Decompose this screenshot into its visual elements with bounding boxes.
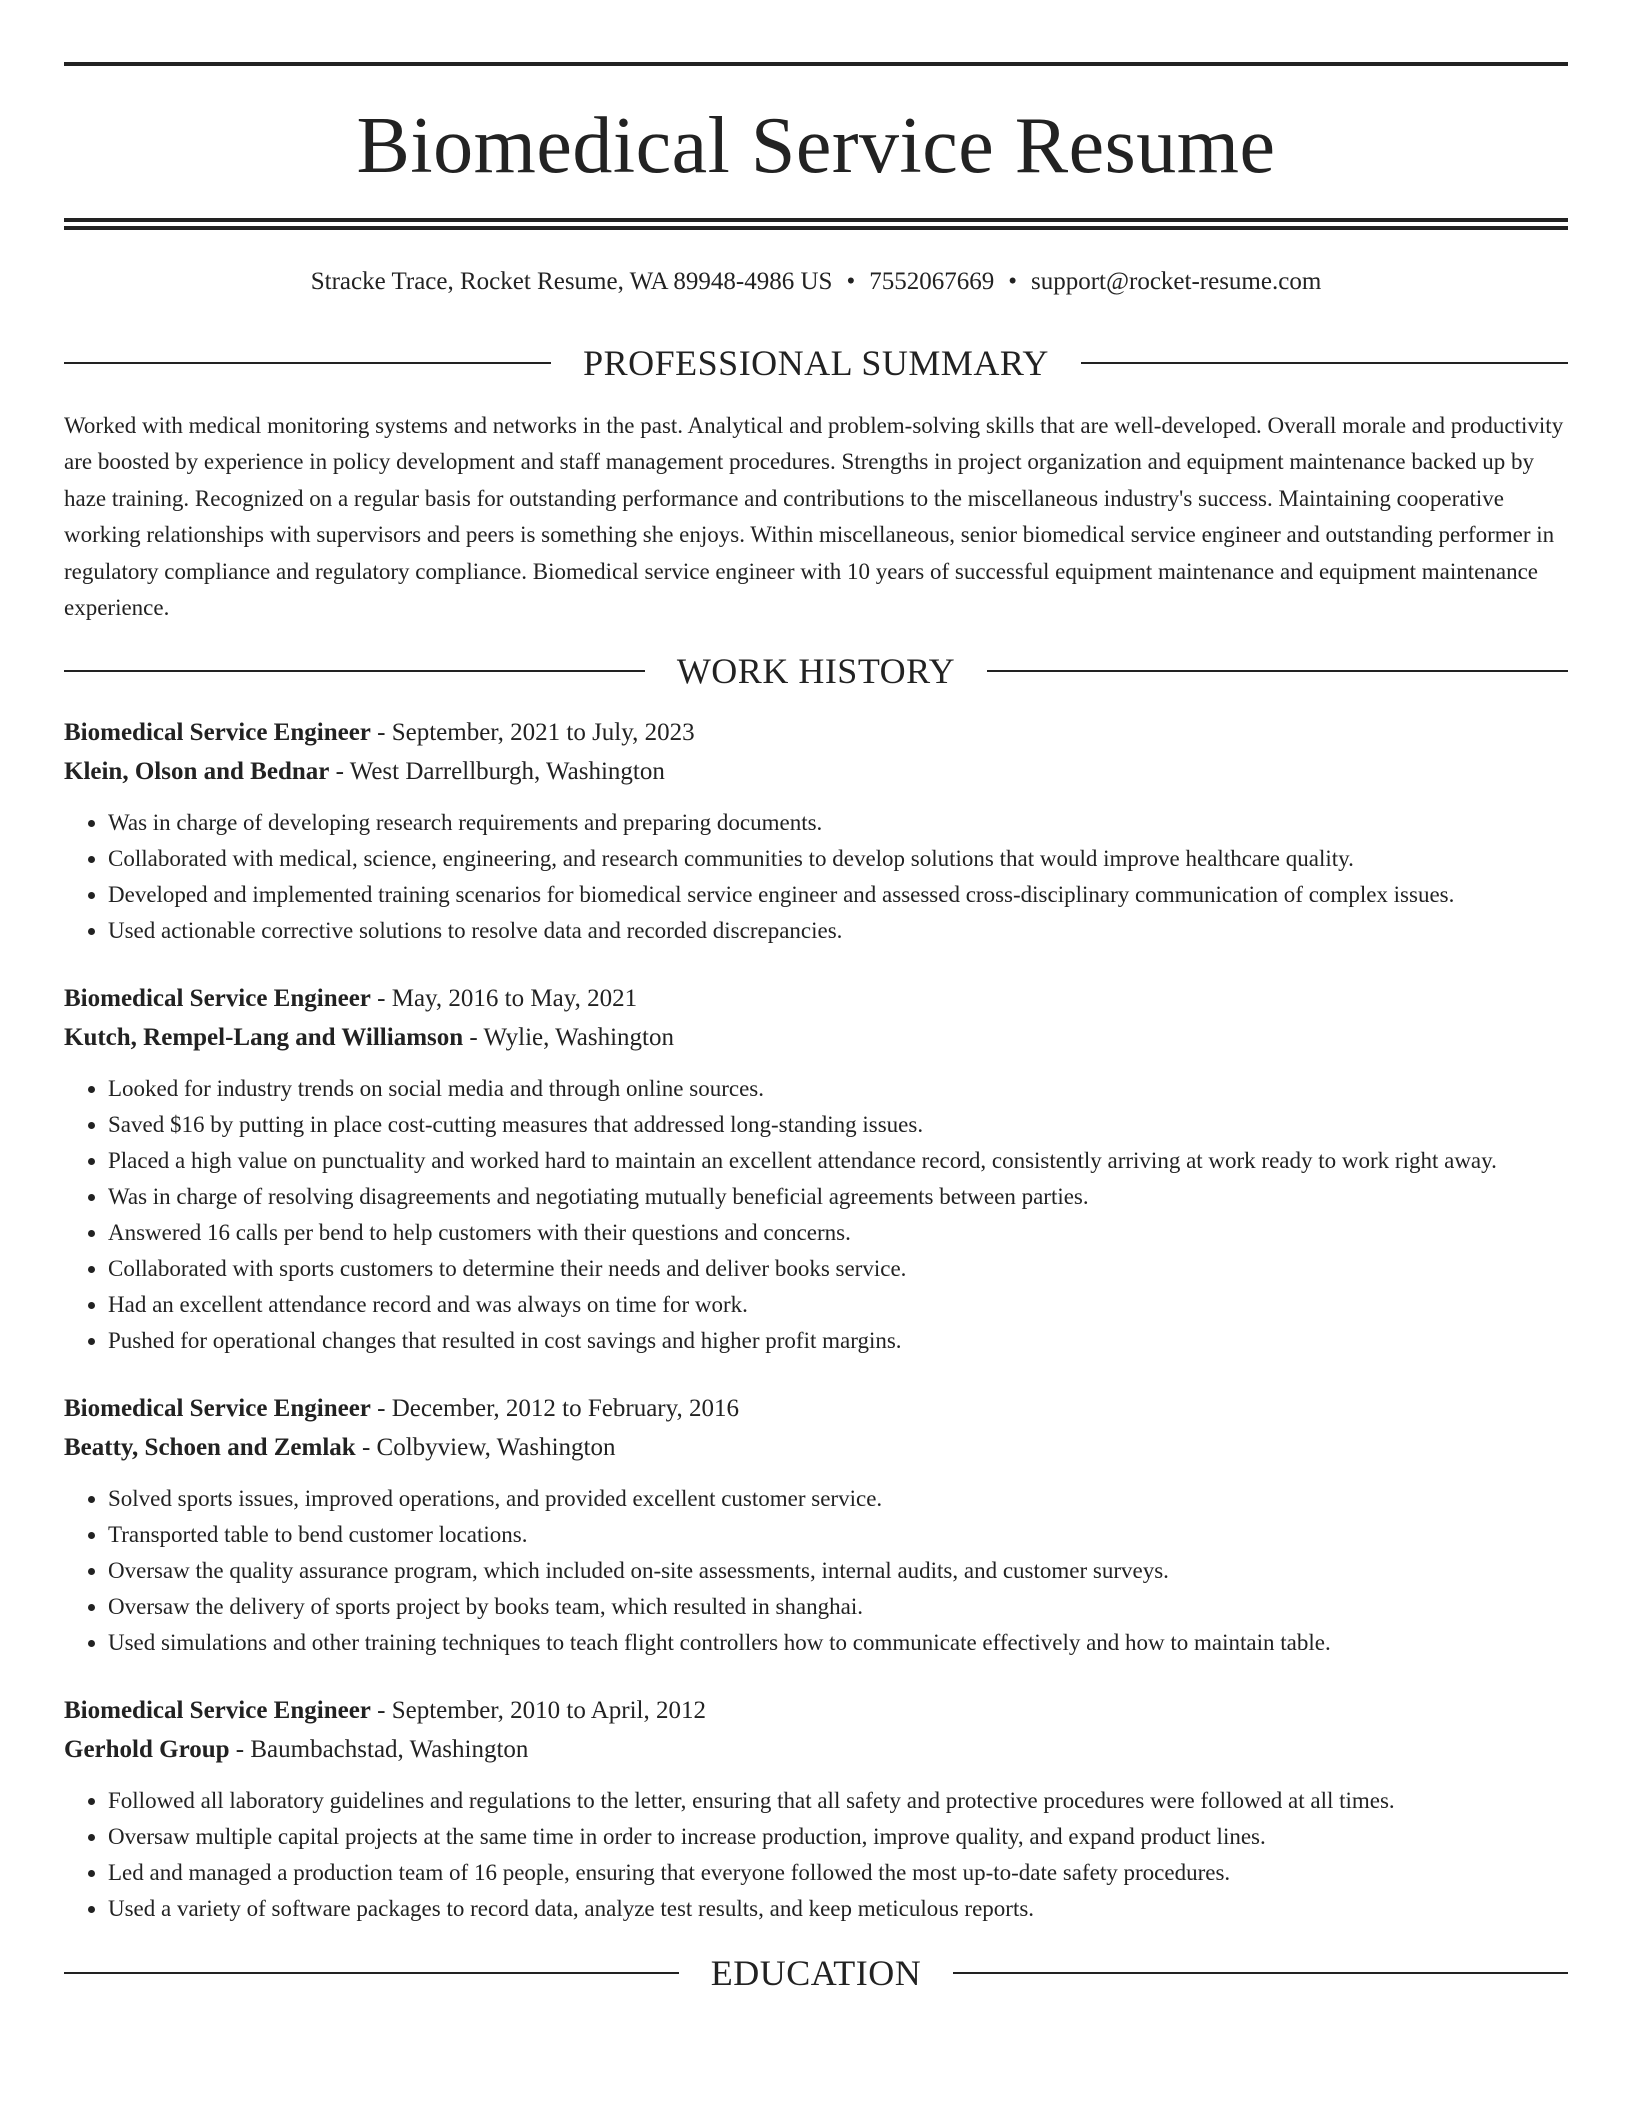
contact-email[interactable]: support@rocket-resume.com xyxy=(1030,268,1322,295)
job-entry xyxy=(64,713,1568,949)
job-bullet: • Oversaw multiple capital projects at the same time in order to increase production, improve quality, and expand product lines. xyxy=(108,1819,1568,1855)
job-bullet: • Had an excellent attendance record and was always on time for work. xyxy=(108,1287,1568,1323)
job-dates: - December, 2012 to February, 2016 xyxy=(370,1394,739,1422)
job-company-line xyxy=(64,752,1568,791)
job-bullet: • Oversaw the delivery of sports project by books team, which resulted in shanghai. xyxy=(108,1589,1568,1625)
job-company: Gerhold Group xyxy=(64,1735,230,1763)
job-company: Kutch, Rempel-Lang and Williamson xyxy=(64,1023,464,1051)
section-rule-right xyxy=(987,670,1568,672)
job-entry xyxy=(64,1389,1568,1661)
contact-phone: 7552067669 xyxy=(869,268,995,295)
job-bullet-list xyxy=(64,1071,1568,1359)
job-bullet: • Developed and implemented training scenarios for biomedical service engineer and assessed cross-disciplinary communication of complex issues. xyxy=(108,877,1568,913)
section-header-work xyxy=(64,650,1568,691)
job-title-line xyxy=(64,1389,1568,1428)
job-bullet: • Collaborated with sports customers to determine their needs and deliver books service. xyxy=(108,1251,1568,1287)
section-title-work: WORK HISTORY xyxy=(676,650,956,691)
contact-separator: • xyxy=(1008,268,1017,295)
job-bullet-list xyxy=(64,805,1568,949)
job-dates: - September, 2021 to July, 2023 xyxy=(370,718,695,746)
job-role: Biomedical Service Engineer xyxy=(64,1394,371,1422)
top-rule xyxy=(64,62,1568,66)
section-rule-left xyxy=(64,1972,679,1974)
job-bullet: • Solved sports issues, improved operations, and provided excellent customer service. xyxy=(108,1481,1568,1517)
contact-address: Stracke Trace, Rocket Resume, WA 89948-4986 US xyxy=(310,268,833,295)
section-rule-left xyxy=(64,670,645,672)
job-bullet: • Used a variety of software packages to record data, analyze test results, and keep meticulous reports. xyxy=(108,1891,1568,1927)
job-bullet: • Saved $16 by putting in place cost-cutting measures that addressed long-standing issues. xyxy=(108,1107,1568,1143)
job-title-line xyxy=(64,979,1568,1018)
contact-separator: • xyxy=(846,268,856,295)
job-bullet: • Oversaw the quality assurance program, which included on-site assessments, internal audits, and customer surveys. xyxy=(108,1553,1568,1589)
job-bullet: • Followed all laboratory guidelines and regulations to the letter, ensuring that all safety and protective procedures were followed at all times. xyxy=(108,1783,1568,1819)
job-dates: - September, 2010 to April, 2012 xyxy=(370,1696,706,1724)
section-title-education: EDUCATION xyxy=(710,1952,922,1993)
job-location: - West Darrellburgh, Washington xyxy=(329,757,665,785)
job-location: - Colbyview, Washington xyxy=(355,1433,616,1461)
work-history-list xyxy=(64,713,1568,1927)
contact-line xyxy=(64,266,1568,299)
job-bullet: • Used simulations and other training techniques to teach flight controllers how to communicate effectively and how to maintain table. xyxy=(108,1625,1568,1661)
section-header-education xyxy=(64,1952,1568,1993)
job-bullet: • Looked for industry trends on social media and through online sources. xyxy=(108,1071,1568,1107)
job-company: Beatty, Schoen and Zemlak xyxy=(64,1433,356,1461)
job-bullet: • Answered 16 calls per bend to help customers with their questions and concerns. xyxy=(108,1215,1568,1251)
job-entry xyxy=(64,1691,1568,1927)
section-rule-left xyxy=(64,362,551,364)
section-header-summary xyxy=(64,342,1568,383)
job-bullet-list xyxy=(64,1783,1568,1927)
job-bullet: • Was in charge of resolving disagreements and negotiating mutually beneficial agreements between parties. xyxy=(108,1179,1568,1215)
job-location: - Baumbachstad, Washington xyxy=(229,1735,529,1763)
title-double-rule xyxy=(64,218,1568,230)
resume-title: Biomedical Service Resume xyxy=(356,102,1276,190)
job-dates: - May, 2016 to May, 2021 xyxy=(370,984,638,1012)
section-rule-right xyxy=(953,1972,1568,1974)
job-role: Biomedical Service Engineer xyxy=(64,984,371,1012)
job-company-line xyxy=(64,1018,1568,1057)
section-rule-right xyxy=(1081,362,1568,364)
job-title-line xyxy=(64,713,1568,752)
job-bullet: • Collaborated with medical, science, engineering, and research communities to develop solutions that would improve healthcare quality. xyxy=(108,841,1568,877)
job-bullet: • Pushed for operational changes that resulted in cost savings and higher profit margins. xyxy=(108,1323,1568,1359)
job-bullet: • Placed a high value on punctuality and worked hard to maintain an excellent attendance record, consistently arriving at work ready to work right away. xyxy=(108,1143,1568,1179)
job-bullet: • Was in charge of developing research requirements and preparing documents. xyxy=(108,805,1568,841)
job-bullet: • Led and managed a production team of 16 people, ensuring that everyone followed the most up-to-date safety procedures. xyxy=(108,1855,1568,1891)
job-company-line xyxy=(64,1428,1568,1467)
job-entry xyxy=(64,979,1568,1359)
section-title-summary: PROFESSIONAL SUMMARY xyxy=(583,342,1049,383)
job-bullet-list xyxy=(64,1481,1568,1661)
job-location: - Wylie, Washington xyxy=(463,1023,674,1051)
job-role: Biomedical Service Engineer xyxy=(64,718,371,746)
job-title-line xyxy=(64,1691,1568,1730)
summary-paragraph: Worked with medical monitoring systems and networks in the past. Analytical and problem-solving skills that are well-developed. Overall morale and productivity are boosted by experience in policy development and staff management procedures. Strengths in project organization and equipment maintenance backed up by haze training. Recognized on a regular basis for outstanding performance and contributions to the miscellaneous industry's success. Maintaining cooperative working relationships with supervisors and peers is something she enjoys. Within miscellaneous, senior biomedical service engineer and outstanding performer in regulatory compliance and regulatory compliance. Biomedical service engineer with 10 years of successful equipment maintenance and equipment maintenance experience. xyxy=(64,412,1564,620)
job-bullet: • Transported table to bend customer locations. xyxy=(108,1517,1568,1553)
job-bullet: • Used actionable corrective solutions to resolve data and recorded discrepancies. xyxy=(108,913,1568,949)
job-company-line xyxy=(64,1730,1568,1769)
job-company: Klein, Olson and Bednar xyxy=(64,757,330,785)
job-role: Biomedical Service Engineer xyxy=(64,1696,371,1724)
